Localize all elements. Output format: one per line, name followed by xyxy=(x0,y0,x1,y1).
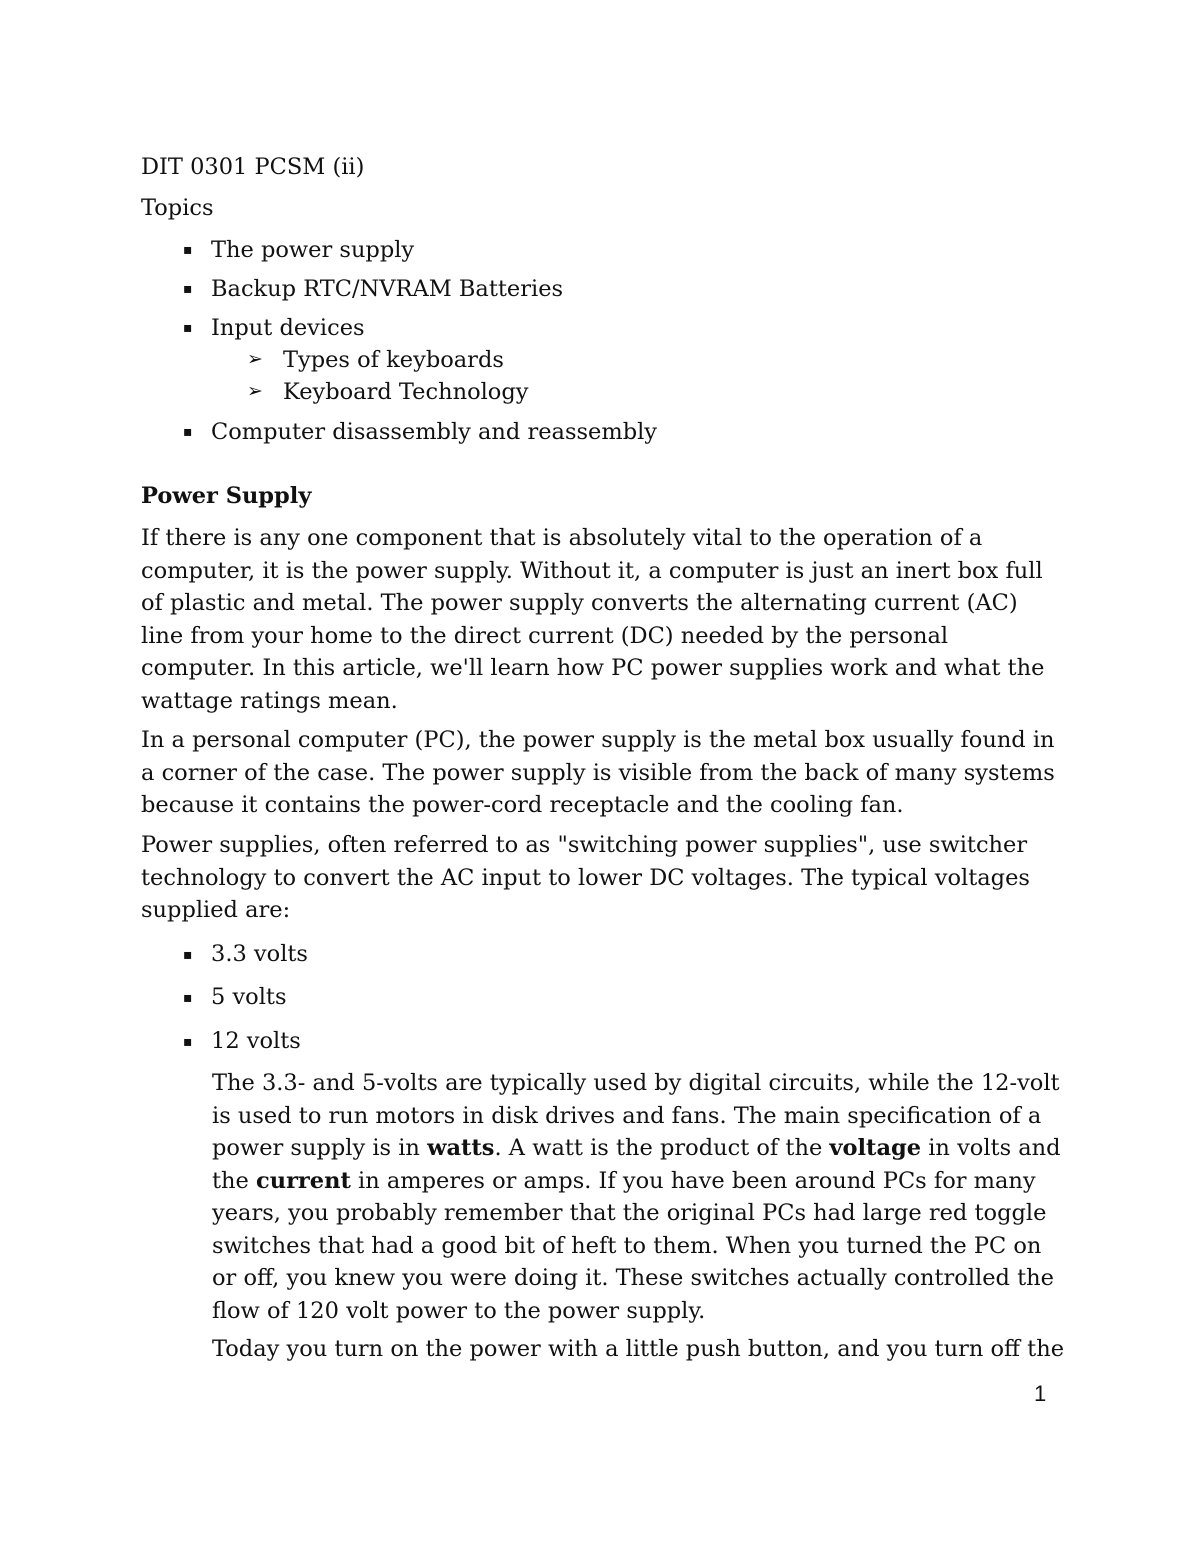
voltage-item: 5 volts xyxy=(211,984,287,1010)
bullet-icon: ▪ xyxy=(183,281,193,297)
spec-text: in volts and the xyxy=(212,1135,1061,1194)
bullet-icon: ▪ xyxy=(183,1034,193,1050)
topic-item: Computer disassembly and reassembly xyxy=(211,419,658,445)
spec-text: . A watt is the product of the xyxy=(494,1135,830,1161)
bullet-icon: ▪ xyxy=(183,990,193,1006)
page-number: 1 xyxy=(1034,1381,1047,1406)
paragraph: If there is any one component that is absolutely vital to the operation of a computer, it is the power supply. Without it, a computer is just an inert box full of plastic and metal. The power supply converts the alternating current (AC) line from your home to the direct current (DC) needed by the personal computer. In this article, we'll learn how PC power supplies work and what the wattage ratings mean. xyxy=(141,525,1045,714)
bullet-icon: ▪ xyxy=(183,947,193,963)
document-title: DIT 0301 PCSM (ii) xyxy=(141,154,365,180)
subtopic-item: Keyboard Technology xyxy=(283,379,529,405)
topic-item: Backup RTC/NVRAM Batteries xyxy=(211,276,564,302)
voltage-item: 3.3 volts xyxy=(211,941,308,967)
bold-term-watts: watts xyxy=(427,1135,495,1161)
voltage-item: 12 volts xyxy=(211,1028,301,1054)
spec-text: The 3.3- and 5-volts are typically used by digital circuits, while the 12-volt is used to run motors in disk drives and fans. The main specification of a power supply is in xyxy=(212,1070,1060,1161)
continuing-paragraph-line: Today you turn on the power with a little push button, and you turn off the xyxy=(212,1336,1065,1362)
bold-term-current: current xyxy=(256,1167,351,1194)
arrow-bullet-icon: ➢ xyxy=(247,348,263,370)
subtopic-item: Types of keyboards xyxy=(283,347,504,373)
arrow-bullet-icon: ➢ xyxy=(247,380,263,402)
topics-label: Topics xyxy=(141,195,214,221)
spec-paragraph xyxy=(212,1067,1072,1327)
bold-term-voltage: voltage xyxy=(829,1135,922,1161)
topic-item: Input devices xyxy=(211,315,365,341)
paragraph: In a personal computer (PC), the power supply is the metal box usually found in a corner of the case. The power supply is visible from the back of many systems because it contains the power-cord receptacle and the cooling fan. xyxy=(141,727,1055,818)
section-heading: Power Supply xyxy=(141,483,312,509)
bullet-icon: ▪ xyxy=(183,424,193,440)
bullet-icon: ▪ xyxy=(183,242,193,258)
topic-item: The power supply xyxy=(211,237,415,263)
paragraph: Power supplies, often referred to as "switching power supplies", use switcher technology to convert the AC input to lower DC voltages. The typical voltages supplied are: xyxy=(141,832,1030,923)
bullet-icon: ▪ xyxy=(183,320,193,336)
spec-text: in amperes or amps. If you have been around PCs for many years, you probably remember that the original PCs had large red toggle switches that had a good bit of heft to them. When you turned the PC on or off, you knew you were doing it. These switches actually controlled the flow of 120 volt power to the power supply. xyxy=(212,1167,1054,1324)
